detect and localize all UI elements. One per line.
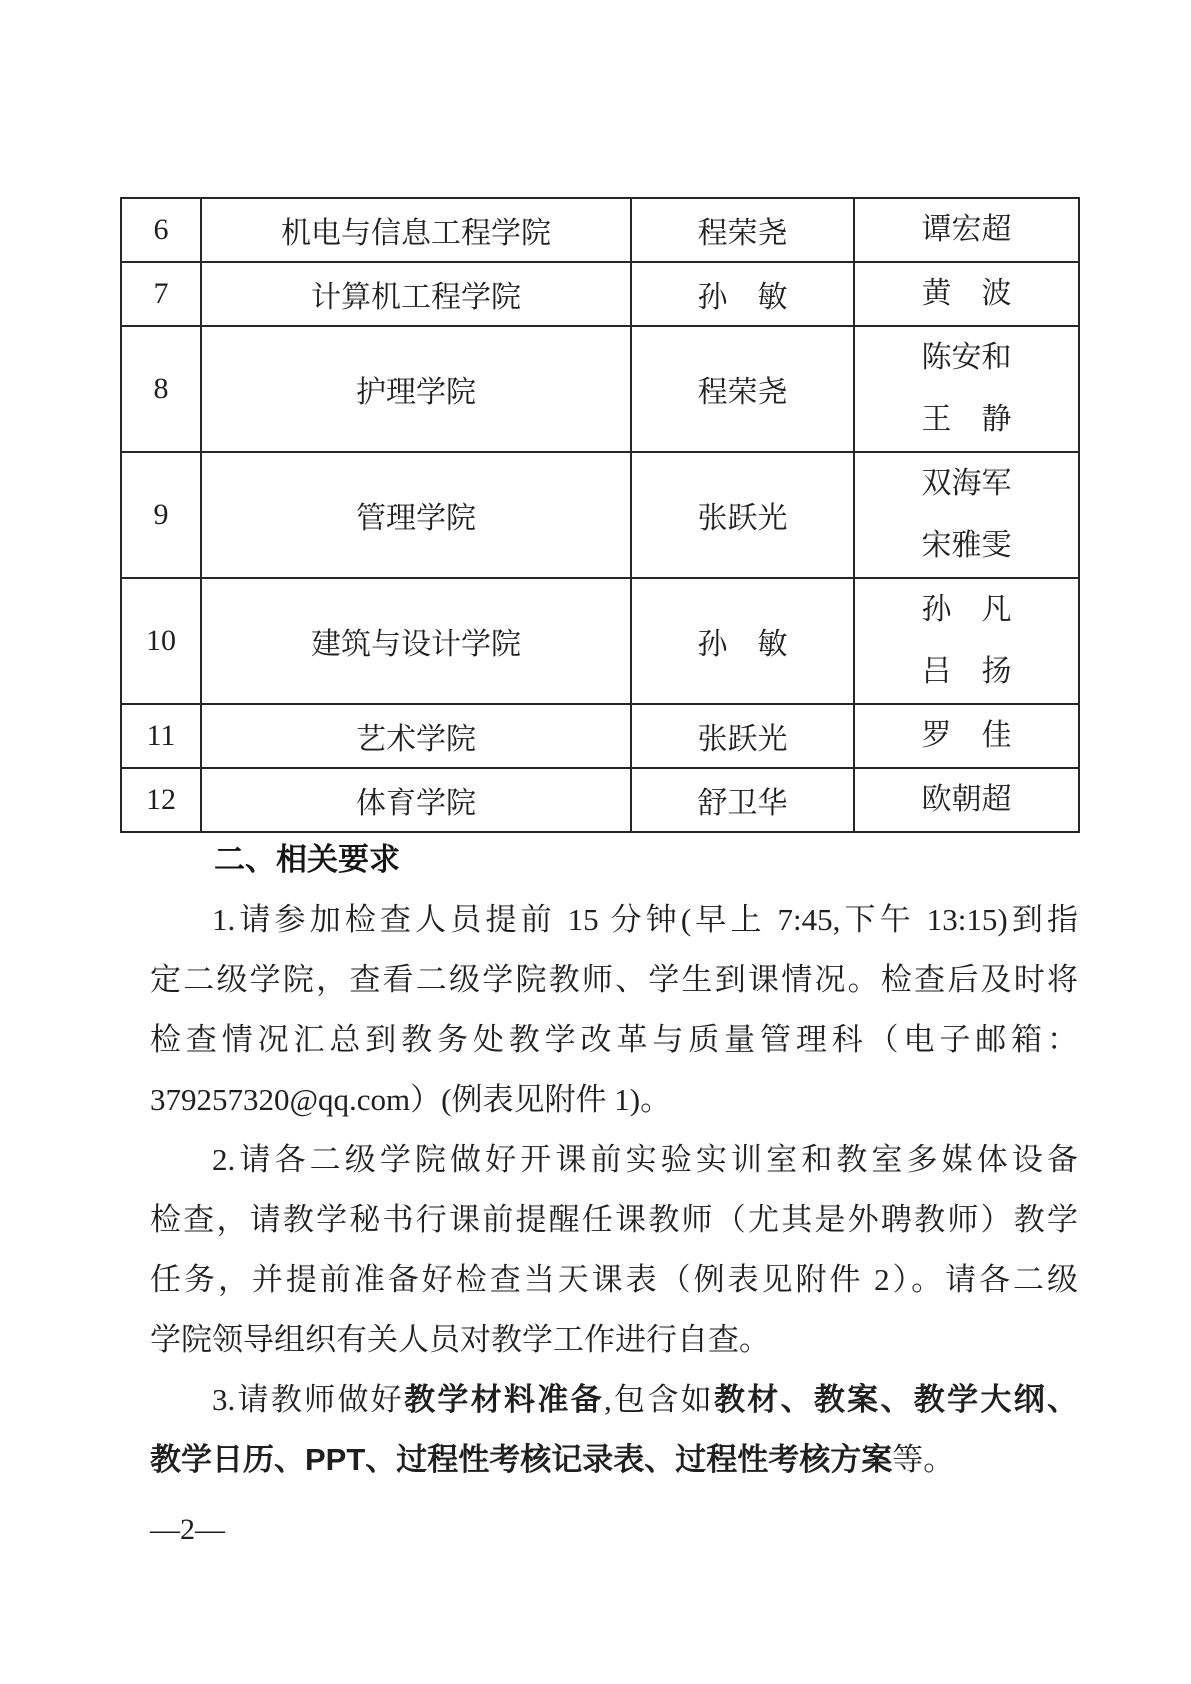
paragraph-3-line: [150, 1430, 1078, 1490]
inspector-name-cell: 张跃光: [631, 452, 854, 578]
member-name: 双海军: [921, 467, 1012, 500]
row-number-cell: 8: [121, 326, 201, 452]
college-name-cell: 机电与信息工程学院: [201, 198, 631, 262]
body-text-segment: 任务，并提前准备好检查当天课表（例表见附件 2）。请各二级: [150, 1262, 1078, 1297]
member-name: 欧朝超: [921, 783, 1012, 816]
inspector-name-cell: 程荣尧: [631, 326, 854, 452]
section-heading: 二、相关要求: [214, 842, 400, 877]
inspection-assignment-table: [120, 197, 1080, 833]
paragraph-2-line: [150, 1190, 1078, 1250]
member-name: 罗 佳: [921, 719, 1012, 752]
body-text-segment: 学院领导组织有关人员对教学工作进行自查。: [150, 1322, 770, 1357]
college-name-cell: 计算机工程学院: [201, 262, 631, 326]
table-row: [121, 262, 1079, 326]
paragraph-1-line: [150, 950, 1078, 1010]
member-name: 王 静: [921, 403, 1012, 436]
inspection-table-body: [121, 198, 1079, 832]
member-name: 谭宏超: [921, 213, 1012, 246]
college-name-cell: 建筑与设计学院: [201, 578, 631, 704]
body-text-segment: 1.请参加检查人员提前 15 分钟(早上 7:45,下午 13:15)到指: [212, 902, 1078, 937]
inspector-name-cell: 孙 敏: [631, 578, 854, 704]
college-name-cell: 管理学院: [201, 452, 631, 578]
member-name: 孙 凡: [921, 593, 1012, 626]
inspector-name-cell: 孙 敏: [631, 262, 854, 326]
members-cell: [854, 198, 1079, 262]
inspector-name-cell: 舒卫华: [631, 768, 854, 832]
college-name-cell: 体育学院: [201, 768, 631, 832]
members-cell: [854, 262, 1079, 326]
member-name: 宋雅雯: [921, 529, 1012, 562]
body-text-segment: 检查情况汇总到教务处教学改革与质量管理科（电子邮箱：: [150, 1022, 1078, 1057]
paragraph-2-line: [150, 1310, 1078, 1370]
member-name: 吕 扬: [921, 655, 1012, 688]
table-row: [121, 198, 1079, 262]
members-cell: [854, 578, 1079, 704]
body-text-segment: 2.请各二级学院做好开课前实验实训室和教室多媒体设备: [212, 1142, 1078, 1177]
college-name-cell: 护理学院: [201, 326, 631, 452]
row-number-cell: 11: [121, 704, 201, 768]
member-name: 陈安和: [921, 341, 1012, 374]
row-number-cell: 12: [121, 768, 201, 832]
inspector-name-cell: 张跃光: [631, 704, 854, 768]
row-number-cell: 7: [121, 262, 201, 326]
table-row: [121, 578, 1079, 704]
paragraph-1-line: [150, 1010, 1078, 1070]
member-name: 黄 波: [921, 277, 1012, 310]
paragraph-1-line: [150, 890, 1078, 950]
body-text-segment: 3.请教师做好: [212, 1382, 405, 1417]
college-name-cell: 艺术学院: [201, 704, 631, 768]
emphasized-text: 教学材料准备: [404, 1382, 604, 1417]
members-cell: [854, 452, 1079, 578]
table-row: [121, 768, 1079, 832]
paragraph-1-line: [150, 1070, 1078, 1130]
table-row: [121, 326, 1079, 452]
row-number-cell: 10: [121, 578, 201, 704]
members-cell: [854, 768, 1079, 832]
row-number-cell: 9: [121, 452, 201, 578]
members-cell: [854, 704, 1079, 768]
row-number-cell: 6: [121, 198, 201, 262]
body-text-segment: 等。: [892, 1442, 955, 1477]
table-row: [121, 704, 1079, 768]
emphasized-text: 教材、教案、教学大纲、: [713, 1382, 1079, 1417]
members-cell: [854, 326, 1079, 452]
inspector-name-cell: 程荣尧: [631, 198, 854, 262]
body-text-segment: ,包含如: [603, 1382, 714, 1417]
body-text-segment: 定二级学院，查看二级学院教师、学生到课情况。检查后及时将: [150, 962, 1078, 997]
paragraph-2-line: [150, 1130, 1078, 1190]
body-text: [150, 890, 1078, 1490]
table-row: [121, 452, 1079, 578]
body-text-segment: 检查，请教学秘书行课前提醒任课教师（尤其是外聘教师）教学: [150, 1202, 1078, 1237]
page-number: —2—: [150, 1513, 225, 1546]
body-text-segment: 379257320@qq.com）(例表见附件 1)。: [150, 1082, 672, 1117]
paragraph-3-line: [150, 1370, 1078, 1430]
emphasized-text: 教学日历、PPT、过程性考核记录表、过程性考核方案: [150, 1442, 893, 1477]
paragraph-2-line: [150, 1250, 1078, 1310]
